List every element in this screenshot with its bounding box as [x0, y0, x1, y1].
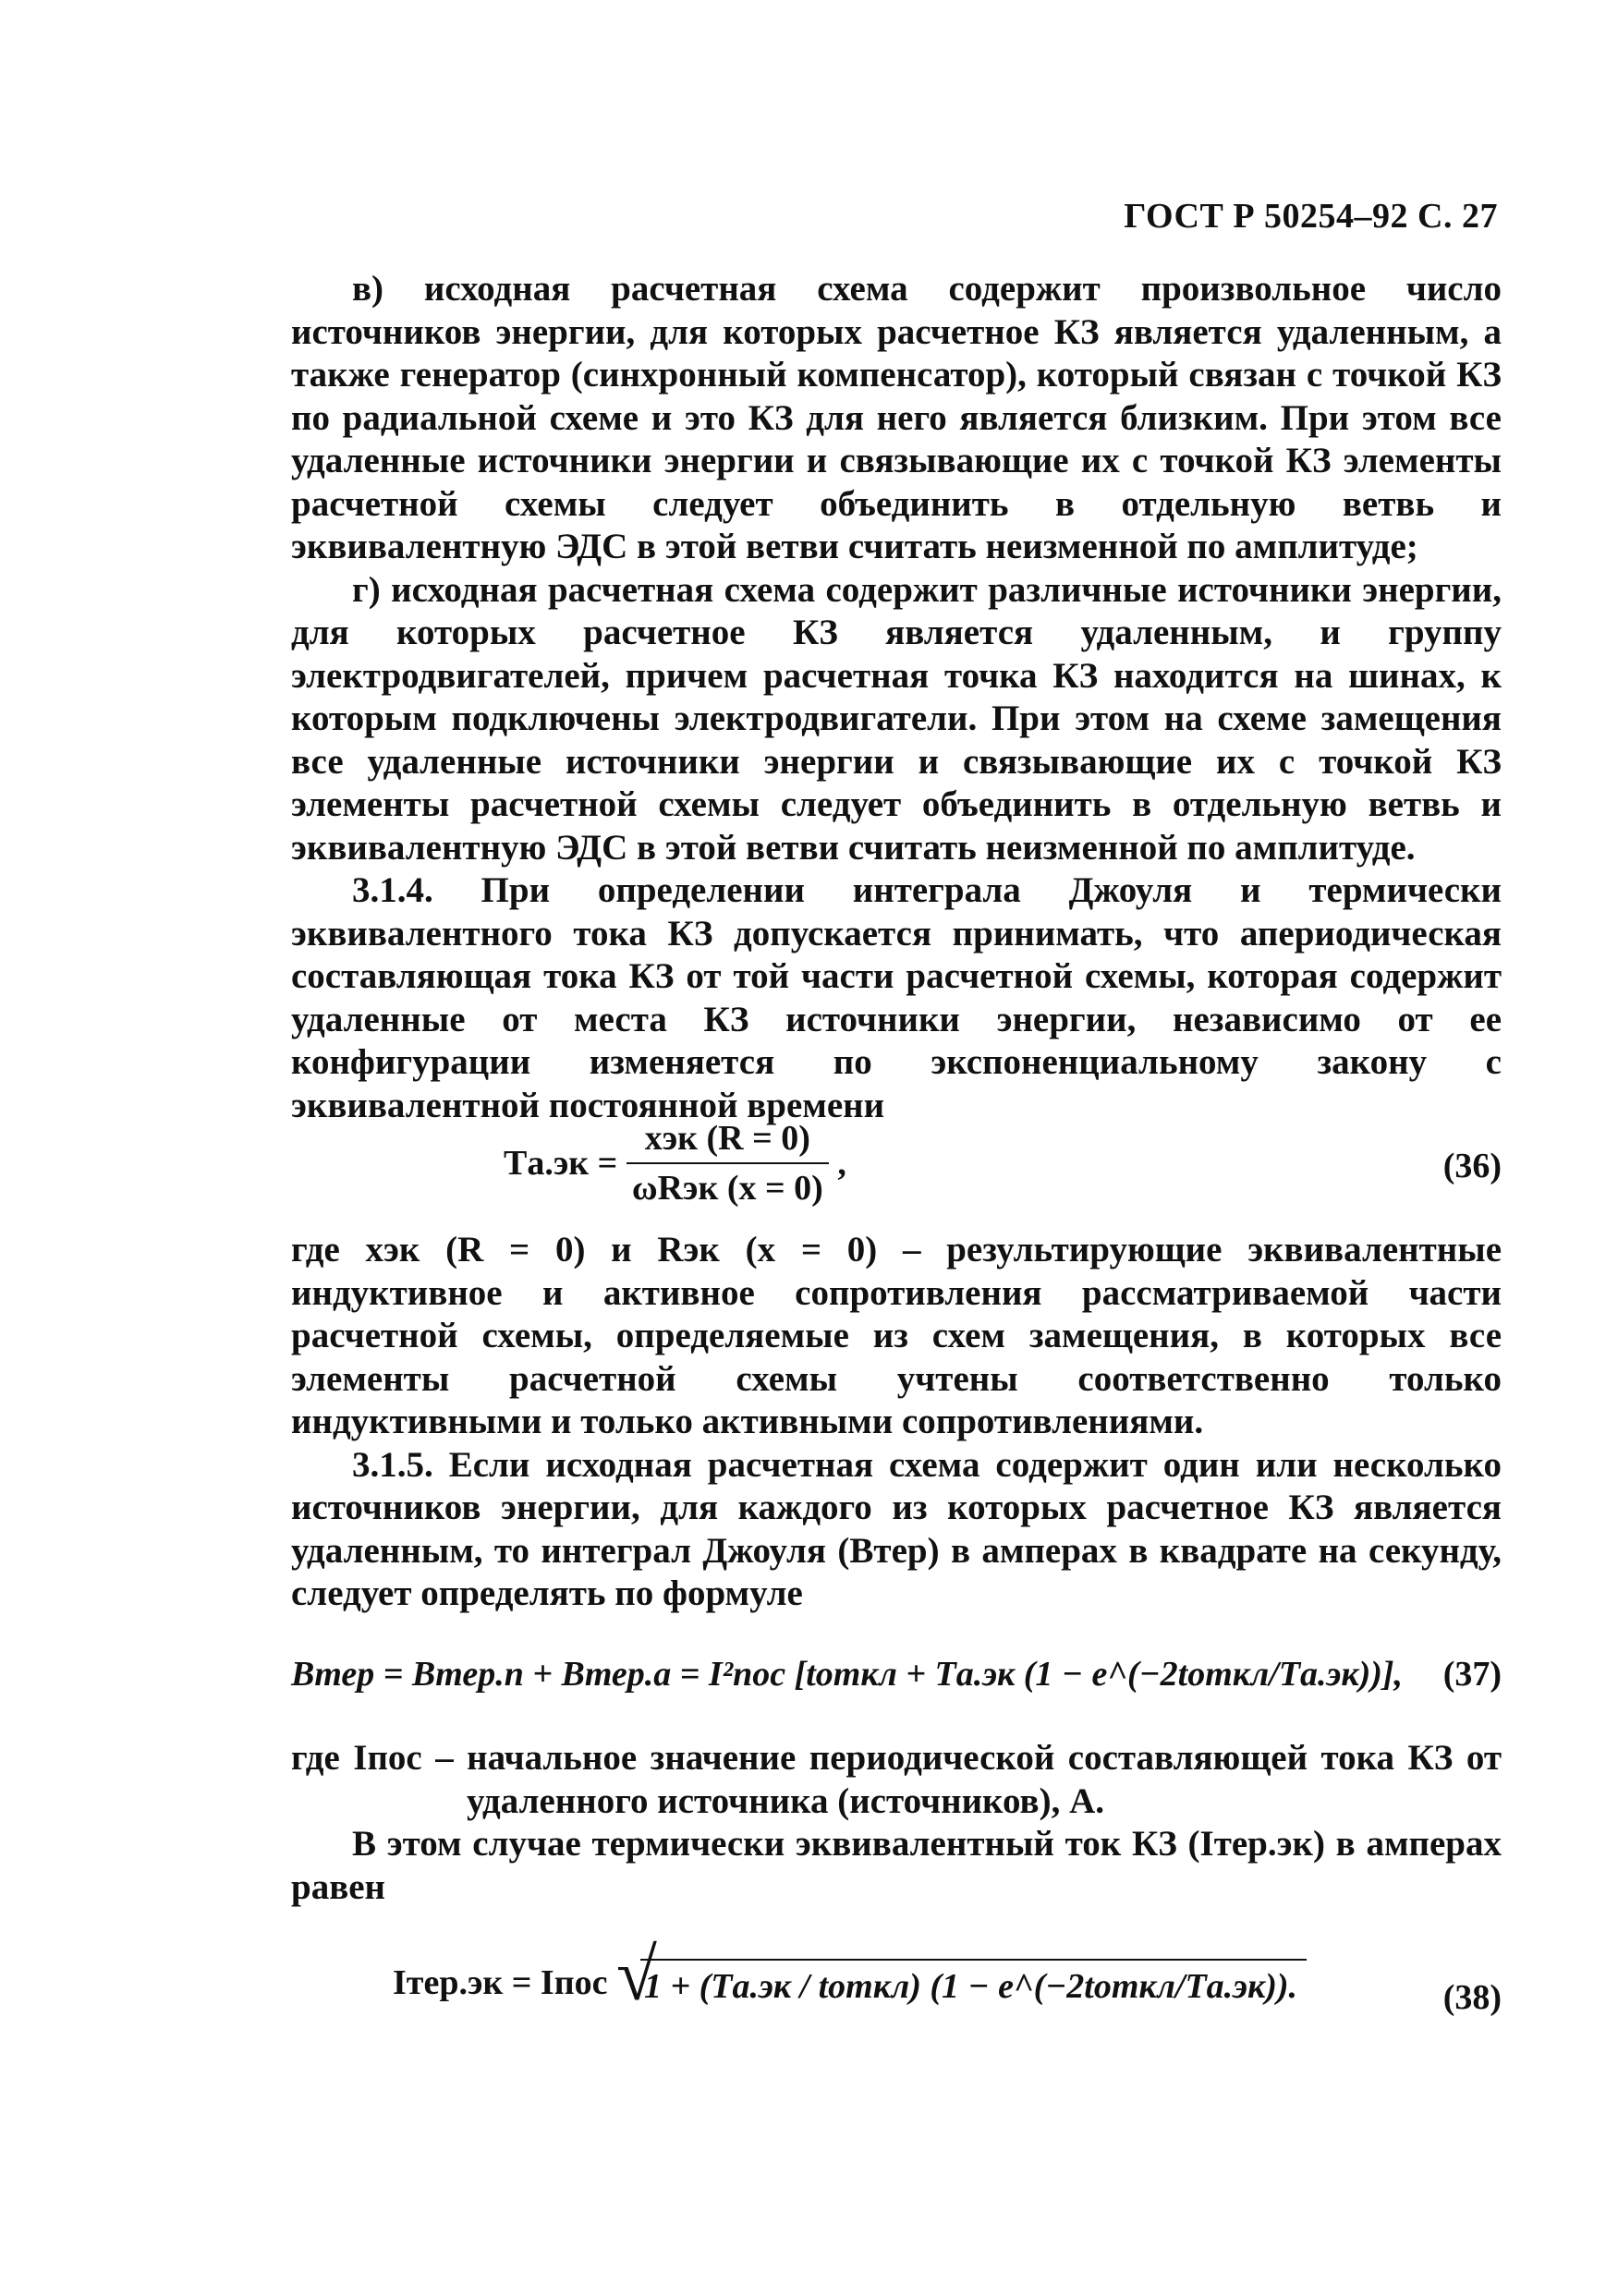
sqrt-radical	[615, 1935, 1298, 2016]
equation-38	[291, 1931, 1502, 2051]
paragraph-g: г) исходная расчетная схема содержит различные источники энергии, для которых расчетное КЗ является удаленным, и группу электродвигателей, причем расчетная точка КЗ находится на шинах, к которым подключены электродвигатели. При этом на схеме замещения все удаленные источники энергии и связывающие их с точкой КЗ элементы расчетной схемы следует объединить в отдельную ветвь и эквивалентную ЭДС в этой ветви считать неизменной по амплитуде.	[291, 569, 1502, 868]
eq36-numerator: xэк (R = 0)	[644, 1119, 810, 1158]
eq36-tail: ,	[837, 1144, 846, 1183]
paragraph-where-37: где Iпос – начальное значение периодической составляющей тока КЗ от удаленного источника (источников), А.	[291, 1738, 1502, 1821]
eq36-fraction	[627, 1118, 829, 1209]
equation-36	[291, 1118, 1502, 1220]
equation-37	[291, 1626, 1502, 1719]
eq36-denominator: ωRэк (x = 0)	[627, 1162, 829, 1209]
eq38-radicand: 1 + (Tа.эк / tоткл) (1 − e^(−2tоткл/Tа.эк)).	[643, 1967, 1298, 2006]
text-block-1	[291, 268, 1502, 1127]
eq38-number: (38)	[1442, 1978, 1502, 2017]
standard-number: ГОСТ Р 50254–92	[1124, 197, 1409, 236]
eq36-number: (36)	[1442, 1147, 1502, 1185]
eq37-number: (37)	[1442, 1655, 1502, 1694]
eq36-lhs: Tа.эк =	[504, 1144, 618, 1183]
text-block-3	[291, 1737, 1502, 1909]
paragraph-3-1-5: 3.1.5. Если исходная расчетная схема содержит один или несколько источников энергии, для каждого из которых расчетное КЗ является удаленным, то интеграл Джоуля (Bтер) в амперах в квадрате на секунду, следует определять по формуле	[291, 1444, 1502, 1613]
eq38-lhs: Iтер.эк = Iпос	[393, 1963, 608, 2002]
paragraph-case: В этом случае термически эквивалентный ток КЗ (Iтер.эк) в амперах равен	[291, 1824, 1502, 1907]
eq37-expression: Bтер = Bтер.п + Bтер.а = I²пос [tоткл + Tа.эк (1 − e^(−2tоткл/Tа.эк))],	[291, 1655, 1404, 1694]
paragraph-3-1-4: 3.1.4. При определении интеграла Джоуля и термически эквивалентного тока КЗ допускается принимать, что апериодическая составляющая тока КЗ от той части расчетной схемы, которая содержит удаленные от места КЗ источники энергии, независимо от ее конфигурации изменяется по экспоненциальному закону с эквивалентной постоянной времени	[291, 870, 1502, 1125]
sqrt-icon: √	[615, 1935, 657, 2016]
sqrt-bar	[640, 1959, 1307, 1961]
page-header	[1124, 196, 1498, 237]
page-number: С. 27	[1417, 197, 1498, 236]
paragraph-v: в) исходная расчетная схема содержит произвольное число источников энергии, для которых расчетное КЗ является удаленным, а также генератор (синхронный компенсатор), который связан с точкой КЗ по радиальной схеме и это КЗ для него является близким. При этом все удаленные источники энергии и связывающие их с точкой КЗ элементы расчетной схемы следует объединить в отдельную ветвь и эквивалентную ЭДС в этой ветви считать неизменной по амплитуде;	[291, 269, 1502, 566]
text-block-2	[291, 1229, 1502, 1616]
paragraph-where-36: где xэк (R = 0) и Rэк (x = 0) – результирующие эквивалентные индуктивное и активное сопротивления рассматриваемой части расчетной схемы, определяемые из схем замещения, в которых все элементы расчетной схемы учтены соответственно только индуктивными и только активными сопротивлениями.	[291, 1230, 1502, 1441]
